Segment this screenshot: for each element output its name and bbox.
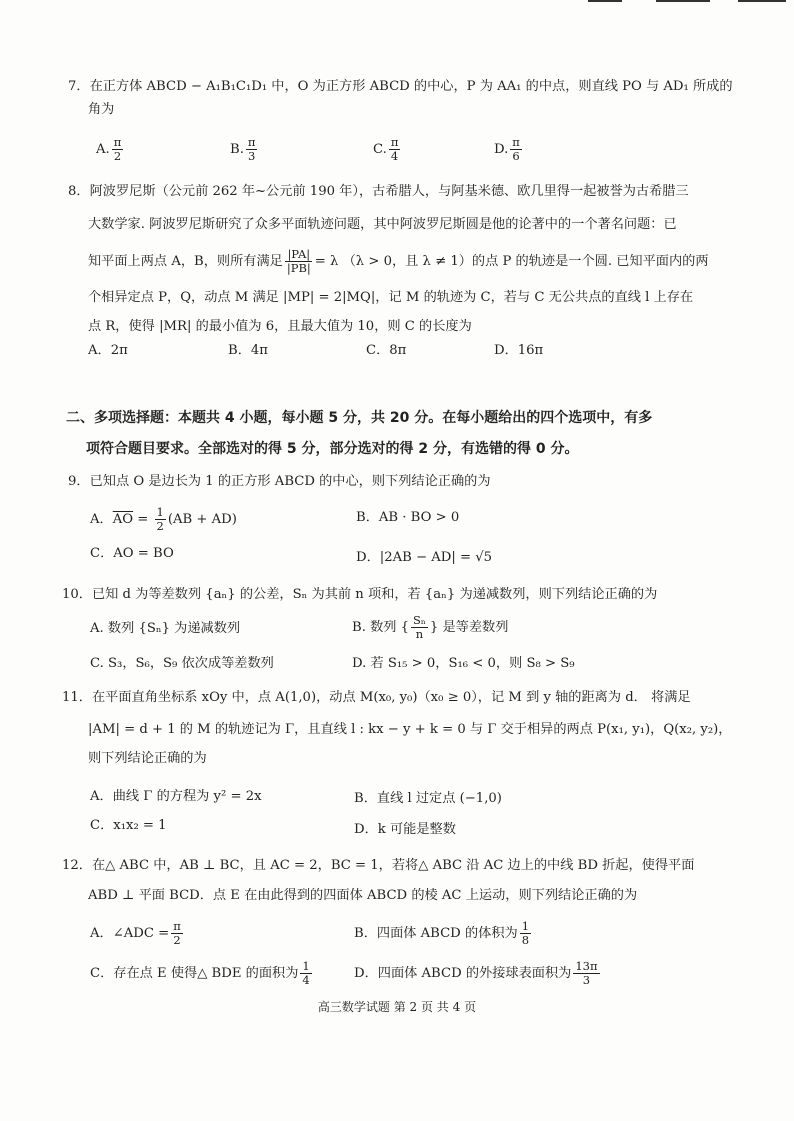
q8-option-a: A．2π	[88, 343, 128, 358]
q12-option-c: C．存在点 E 使得△ BDE 的面积为 $\frac{1}{4}$	[90, 959, 310, 987]
q7-option-d: D. $\frac{\pi}{6}$	[494, 135, 520, 163]
q8-option-b: B．4π	[228, 343, 268, 358]
q7-option-a: A. $\frac{\pi}{2}$	[96, 135, 122, 163]
q11-line-2: |AM| = d + 1 的 M 的轨迹记为 Γ，且直线 l : kx − y + k = 0 与 Γ 交于相异的两点 P(x₁, y₁)，Q(x₂, y₂)，	[88, 722, 732, 737]
page-footer: 高三数学试题 第 2 页 共 4 页	[317, 1000, 477, 1014]
q8-option-c: C．8π	[366, 343, 407, 358]
q11-option-a: A．曲线 Γ 的方程为 y² = 2x	[90, 789, 262, 804]
q11-line-3: 则下列结论正确的为	[88, 751, 207, 766]
q7-stem: 7．在正方体 ABCD − A₁B₁C₁D₁ 中，O 为正方形 ABCD 的中心，P 为 AA₁ 的中点，则直线 PO 与 AD₁ 所成的	[68, 79, 733, 94]
q8-line-1: 8．阿波罗尼斯（公元前 262 年~公元前 190 年），古希腊人，与阿基米德、欧几里得一起被誉为古希腊三	[68, 184, 689, 199]
q8-option-d: D．16π	[494, 343, 544, 358]
q10-option-b: B. 数列 { $\frac{\text{Sₙ}}{n}$ } 是等差数列	[352, 613, 509, 641]
q10-stem: 10．已知 d 为等差数列 {aₙ} 的公差，Sₙ 为其前 n 项和，若 {aₙ} 为递减数列，则下列结论正确的为	[62, 587, 658, 602]
q9-stem: 9．已知点 O 是边长为 1 的正方形 ABCD 的中心，则下列结论正确的为	[68, 474, 491, 489]
q10-option-a: A. 数列 {Sₙ} 为递减数列	[90, 621, 241, 636]
q7-option-c: C. $\frac{\pi}{4}$	[373, 135, 399, 163]
q12-line-1: 12．在△ ABC 中，AB ⊥ BC，且 AC = 2，BC = 1，若将△ ABC 沿 AC 边上的中线 BD 折起，使得平面	[62, 858, 695, 873]
q9-option-c: C．AO = BO	[90, 546, 174, 561]
q9-option-b: B．AB · BO > 0	[356, 510, 460, 525]
q7-option-b: B. $\frac{\pi}{3}$	[230, 135, 256, 163]
q10-option-d: D. 若 S₁₅ > 0，S₁₆ < 0，则 S₈ > S₉	[352, 656, 575, 671]
q11-option-c: C．x₁x₂ = 1	[90, 818, 167, 833]
section-2-heading-cont: 项符合题目要求。全部选对的得 5 分，部分选对的得 2 分，有选错的得 0 分。	[86, 441, 579, 457]
q12-option-b: B．四面体 ABCD 的体积为 $\frac{1}{8}$	[354, 919, 530, 947]
q12-option-d: D．四面体 ABCD 的外接球表面积为 $\frac{13\pi}{3}$	[354, 959, 598, 987]
q12-line-2: ABD ⊥ 平面 BCD．点 E 在由此得到的四面体 ABCD 的棱 AC 上运动，则下列结论正确的为	[88, 888, 638, 903]
section-2-heading: 二、多项选择题：本题共 4 小题，每小题 5 分，共 20 分。在每小题给出的四个选项中，有多	[66, 410, 653, 426]
q8-line-5: 点 R，使得 |MR| 的最小值为 6，且最大值为 10，则 C 的长度为	[88, 319, 472, 334]
q9-option-d: D．|2AB − AD| = √5	[356, 550, 493, 565]
header-rule	[738, 0, 786, 2]
q12-option-a: A．∠ADC = $\frac{\pi}{2}$	[90, 919, 181, 947]
q8-line-2: 大数学家. 阿波罗尼斯研究了众多平面轨迹问题，其中阿波罗尼斯圆是他的论著中的一个著名问题：已	[88, 217, 677, 232]
header-rule	[588, 0, 622, 2]
q7-stem-cont: 角为	[88, 102, 115, 117]
q11-option-b: B．直线 l 过定点 (−1,0)	[354, 791, 502, 806]
q11-option-d: D．k 可能是整数	[354, 822, 456, 837]
q8-line-4: 个相异定点 P，Q，动点 M 满足 |MP| = 2|MQ|，记 M 的轨迹为 C，若与 C 无公共点的直线 l 上存在	[88, 290, 694, 305]
q10-option-c: C. S₃，S₆，S₉ 依次成等差数列	[90, 656, 274, 671]
q11-line-1: 11．在平面直角坐标系 xOy 中，点 A(1,0)，动点 M(x₀, y₀)（x₀ ≥ 0），记 M 到 y 轴的距离为 d． 将满足	[62, 690, 691, 705]
q9-option-a: A．$\overline{AO}$ = $\frac{1}{2}$ (AB + AD)	[90, 505, 237, 533]
q8-line-3: 知平面上两点 A，B，则所有满足 $\frac{|PA|}{|PB|}$ = λ （λ > 0，且 λ ≠ 1）的点 P 的轨迹是一个圆. 已知平面内的两	[88, 247, 709, 275]
header-rule	[656, 0, 710, 2]
